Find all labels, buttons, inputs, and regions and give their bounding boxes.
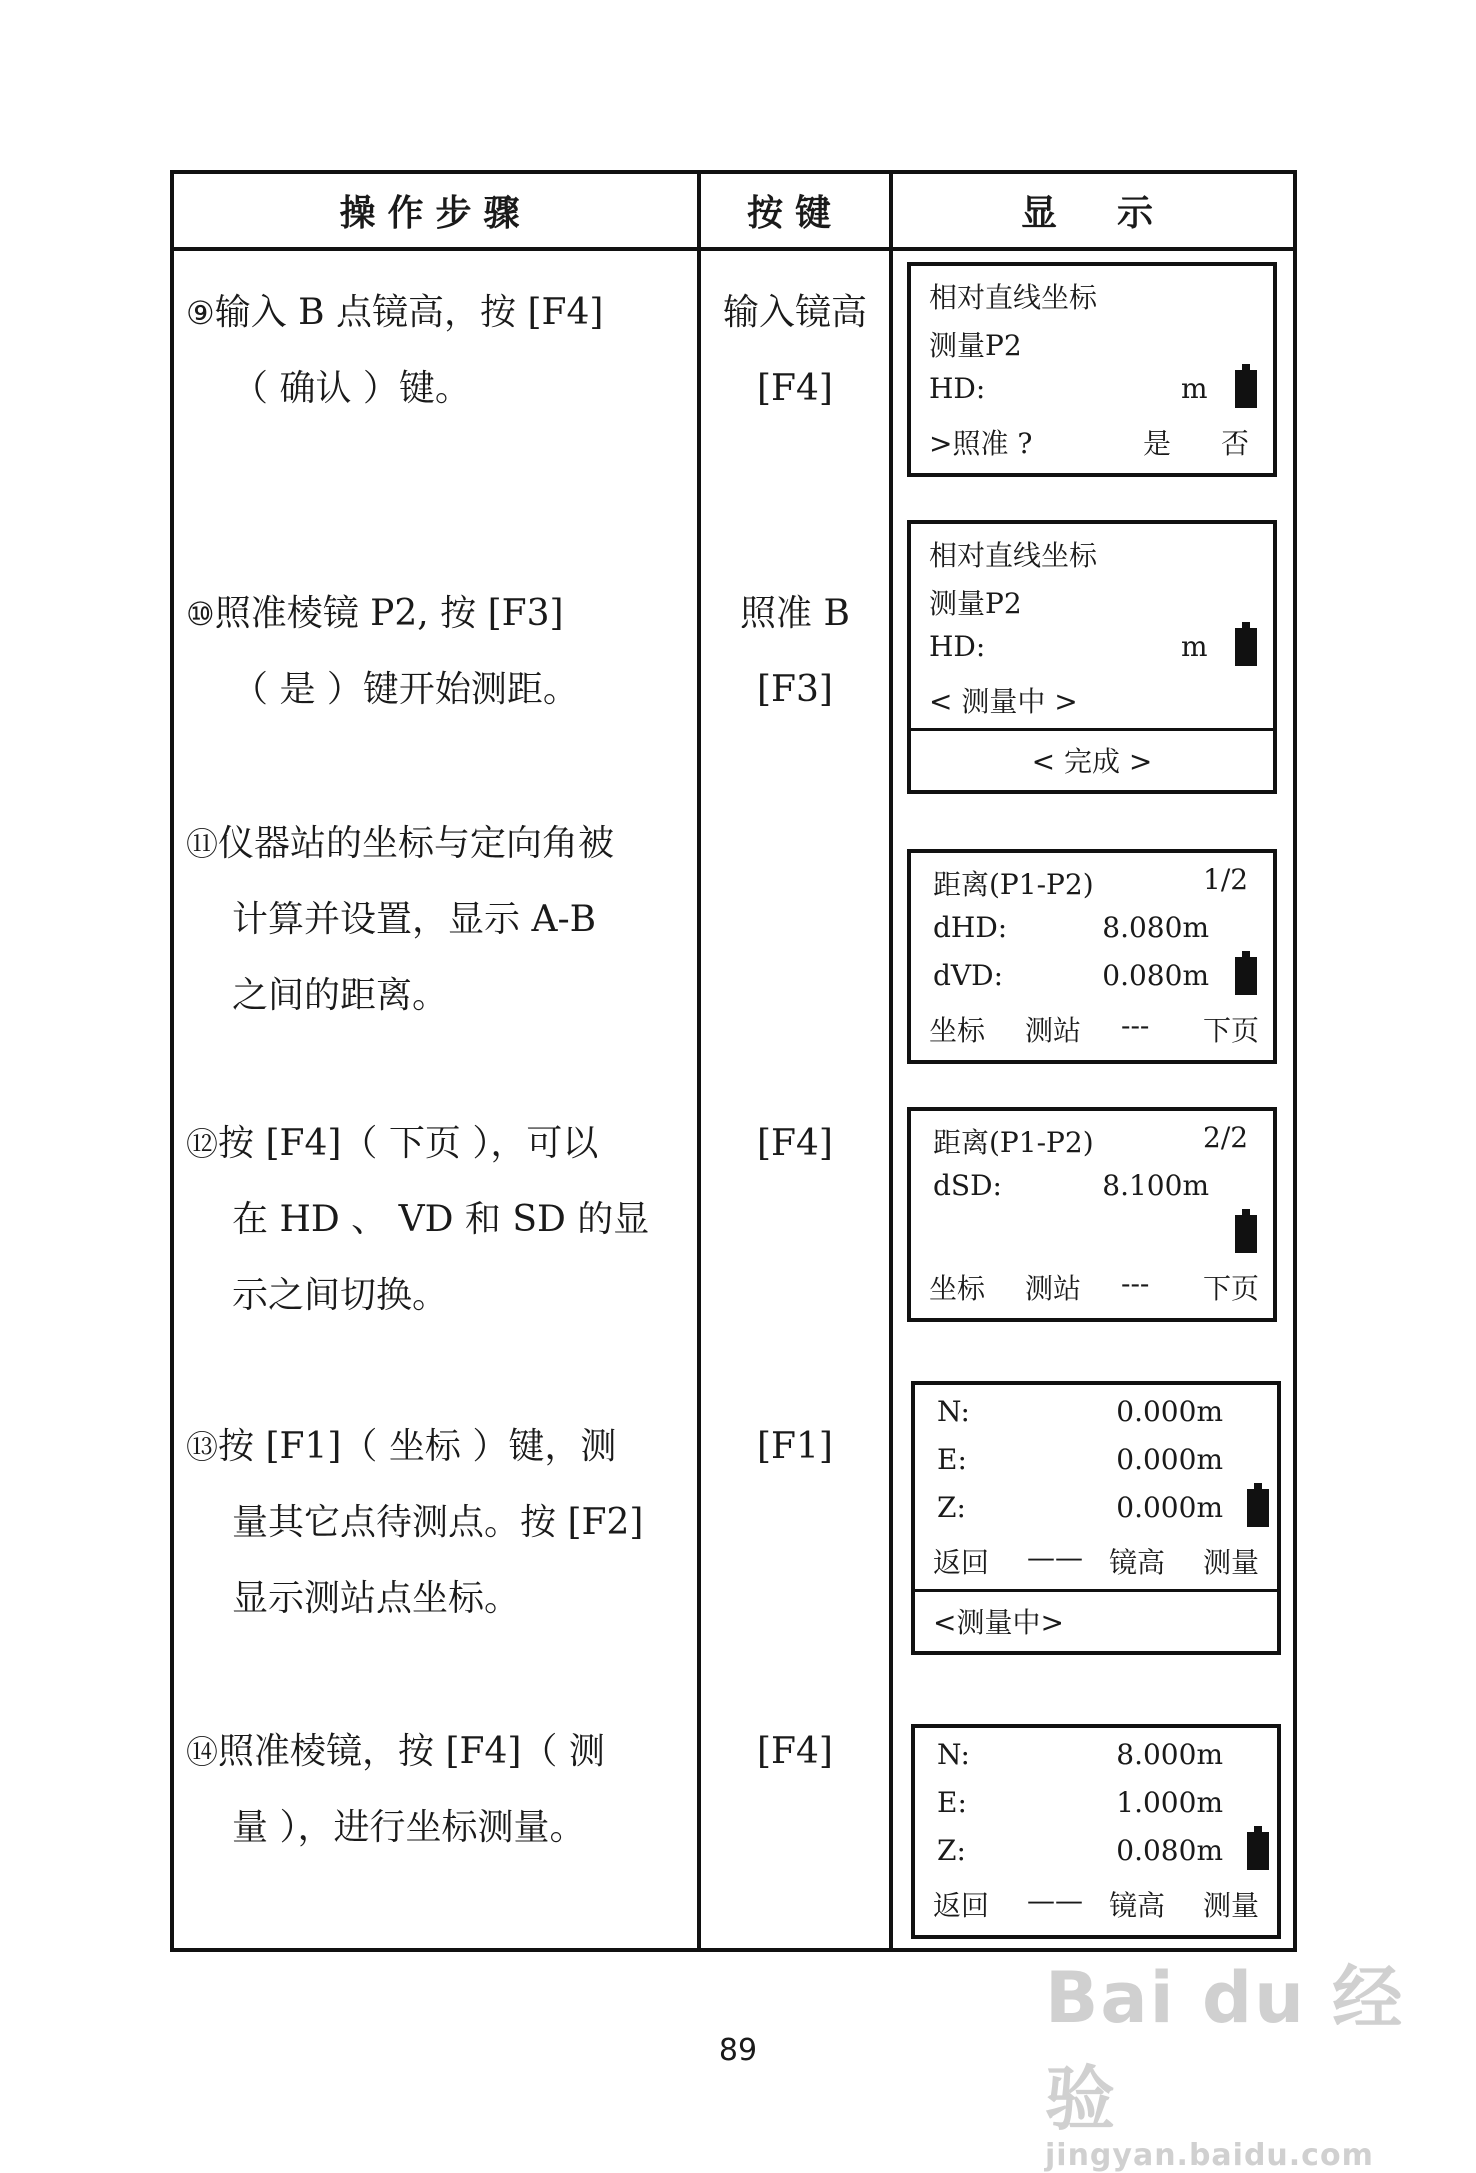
- softkey-prism-height[interactable]: 镜高: [1109, 1889, 1166, 1922]
- baidu-watermark: [1045, 1942, 1476, 2173]
- softkey-measure[interactable]: 测量: [1203, 1889, 1260, 1922]
- battery-icon: [1247, 1832, 1269, 1870]
- softkey-return[interactable]: 返回: [933, 1889, 990, 1922]
- keys-12: [F4]: [757, 1123, 833, 1164]
- lcd-divider: [915, 1589, 1277, 1592]
- yes-softkey[interactable]: 是: [1143, 427, 1172, 460]
- keys-10: 照准 B [F3]: [740, 593, 850, 710]
- softkey-station[interactable]: 测站: [1025, 1014, 1082, 1047]
- lcd-screen-coordinates-measuring: N: 0.000m E: 0.000m Z: 0.000m 返回 —— 镜高 测量 <测量中>: [911, 1381, 1281, 1655]
- lcd-screen-distance-2: 距离(P1-P2) 2/2 dSD: 8.100m 坐标 测站 --- 下页: [907, 1107, 1277, 1322]
- softkey-coord[interactable]: 坐标: [929, 1272, 986, 1305]
- softkey-return[interactable]: 返回: [933, 1546, 990, 1579]
- watermark-url: jingyan.baidu.com: [1045, 2138, 1374, 2173]
- step-13: ⑬按 [F1]（ 坐标 ）键，测 量其它点待测点。按 [F2] 显示测站点坐标。: [186, 1426, 644, 1619]
- step-12: ⑫按 [F4]（ 下页 ），可以 在 HD 、 VD 和 SD 的显 示之间切换。: [186, 1123, 650, 1316]
- page-number: 89: [718, 2033, 758, 2068]
- watermark-brand: Bai du 经验: [1045, 1957, 1405, 2140]
- keys-13: [F1]: [757, 1426, 833, 1467]
- softkey-station[interactable]: 测站: [1025, 1272, 1082, 1305]
- header-steps: 操作步骤: [339, 193, 532, 234]
- column-divider: [697, 174, 701, 1948]
- keys-14: [F4]: [757, 1731, 833, 1772]
- lcd-screen-confirm: 相对直线坐标 测量P2 HD: m >照准 ? 是 否: [907, 262, 1277, 477]
- softkey-blank: ——: [1027, 1884, 1083, 1917]
- header-divider: [174, 247, 1293, 251]
- battery-icon: [1247, 1489, 1269, 1527]
- battery-icon: [1235, 957, 1257, 995]
- battery-icon: [1235, 370, 1257, 408]
- lcd-divider: [911, 728, 1273, 731]
- lcd-screen-distance-1: 距离(P1-P2) 1/2 dHD: 8.080m dVD: 0.080m 坐标 测站 --- 下页: [907, 849, 1277, 1064]
- softkey-coord[interactable]: 坐标: [929, 1014, 986, 1047]
- step-10: ⑩照准棱镜 P2, 按 [F3] （ 是 ）键开始测距。: [186, 593, 579, 710]
- battery-icon: [1235, 628, 1257, 666]
- softkey-blank: ——: [1027, 1541, 1083, 1574]
- column-divider: [889, 174, 893, 1948]
- lcd-screen-measuring: 相对直线坐标 测量P2 HD: m < 测量中 > < 完成 >: [907, 520, 1277, 794]
- softkey-measure[interactable]: 测量: [1203, 1546, 1260, 1579]
- step-14: ⑭照准棱镜，按 [F4]（ 测 量 ），进行坐标测量。: [186, 1731, 605, 1848]
- step-11: ⑪仪器站的坐标与定向角被 计算并设置，显示 A-B 之间的距离。: [186, 823, 615, 1016]
- keys-9: 输入镜高 [F4]: [722, 292, 867, 409]
- battery-icon: [1235, 1215, 1257, 1253]
- softkey-next-page[interactable]: 下页: [1203, 1272, 1260, 1305]
- header-keys: 按键: [746, 193, 843, 234]
- softkey-blank: ---: [1121, 1267, 1150, 1300]
- lcd-screen-coordinates: N: 8.000m E: 1.000m Z: 0.080m 返回 —— 镜高 测量: [911, 1724, 1281, 1939]
- softkey-next-page[interactable]: 下页: [1203, 1014, 1260, 1047]
- no-softkey[interactable]: 否: [1221, 427, 1250, 460]
- softkey-blank: ---: [1121, 1009, 1150, 1042]
- softkey-prism-height[interactable]: 镜高: [1109, 1546, 1166, 1579]
- header-display: 显 示: [1020, 193, 1165, 234]
- step-9: ⑨输入 B 点镜高，按 [F4] （ 确认 ）键。: [186, 292, 604, 409]
- instruction-table: [170, 170, 1297, 1952]
